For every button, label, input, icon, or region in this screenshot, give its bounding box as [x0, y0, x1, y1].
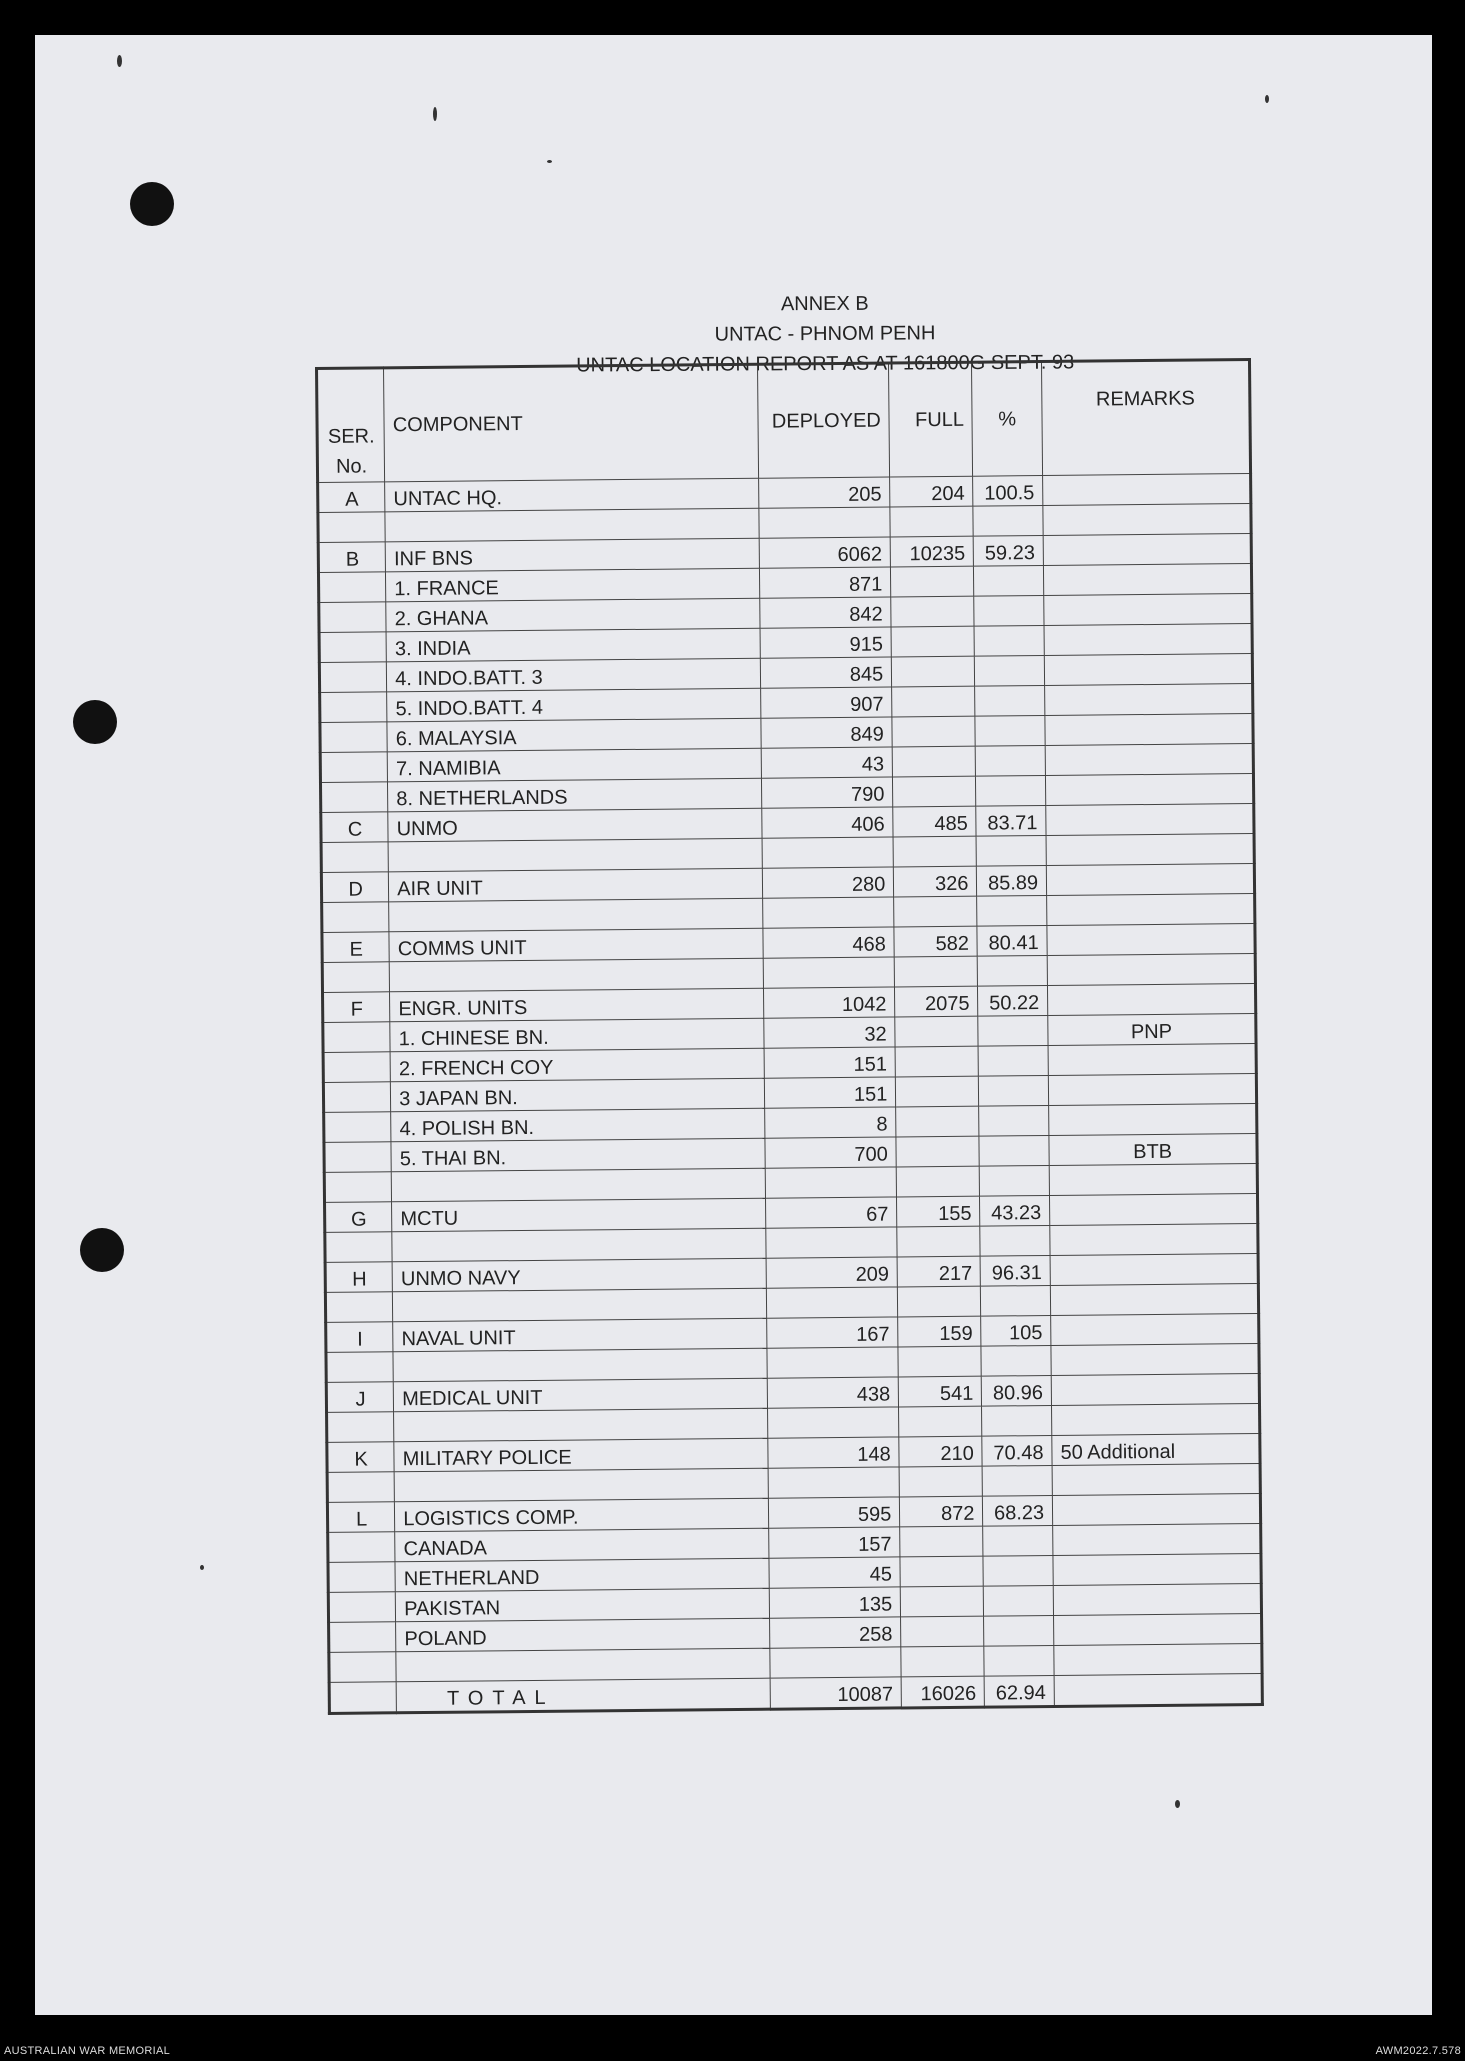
percent-cell — [980, 1225, 1050, 1256]
deployed-cell — [759, 507, 890, 538]
ser-cell — [319, 602, 387, 633]
remarks-cell — [1045, 744, 1253, 776]
component-cell: LOGISTICS COMP. — [395, 1498, 769, 1532]
deployed-cell: 871 — [760, 567, 891, 598]
ser-cell: F — [323, 992, 391, 1023]
full-cell — [898, 1286, 981, 1317]
percent-cell — [973, 506, 1043, 537]
percent-cell — [981, 1285, 1051, 1316]
ser-cell — [323, 1052, 391, 1083]
percent-cell — [983, 1525, 1053, 1556]
deployed-cell: 258 — [770, 1617, 901, 1648]
percent-cell: 80.41 — [977, 925, 1047, 956]
remarks-cell — [1044, 654, 1252, 686]
component-cell: 3. INDIA — [386, 628, 760, 662]
ser-cell: I — [326, 1322, 394, 1353]
full-cell — [900, 1556, 983, 1587]
percent-cell — [978, 1015, 1048, 1046]
remarks-cell — [1052, 1403, 1260, 1435]
percent-cell: 80.96 — [982, 1375, 1052, 1406]
full-cell: 326 — [894, 866, 977, 897]
component-cell — [389, 898, 763, 932]
ser-cell — [324, 1112, 392, 1143]
remarks-cell — [1045, 684, 1253, 716]
remarks-cell — [1052, 1493, 1260, 1525]
paper-speck — [1175, 1800, 1180, 1808]
remarks-cell: BTB — [1049, 1133, 1257, 1165]
ser-cell — [329, 1652, 397, 1683]
deployed-cell: 280 — [763, 867, 894, 898]
remarks-cell — [1043, 534, 1251, 566]
ser-cell: A — [318, 482, 386, 513]
deployed-cell — [763, 897, 894, 928]
annex-title: ANNEX B — [780, 292, 869, 316]
header-component: COMPONENT — [384, 364, 759, 482]
percent-cell — [983, 1555, 1053, 1586]
organization-title: UNTAC - PHNOM PENH — [714, 322, 936, 346]
ser-cell: J — [326, 1382, 394, 1413]
punch-hole-top — [130, 182, 174, 226]
full-cell: 155 — [897, 1196, 980, 1227]
percent-cell — [976, 746, 1046, 777]
component-cell: 6. MALAYSIA — [387, 718, 761, 752]
full-cell — [899, 1466, 982, 1497]
deployed-cell: 43 — [762, 747, 893, 778]
percent-cell — [984, 1585, 1054, 1616]
component-cell: 1. FRANCE — [386, 568, 760, 602]
remarks-cell — [1044, 624, 1252, 656]
deployed-cell: 845 — [761, 657, 892, 688]
header-full: FULL — [889, 362, 973, 477]
percent-cell — [982, 1465, 1052, 1496]
component-cell: 1. CHINESE BN. — [390, 1018, 764, 1052]
percent-cell: 70.48 — [982, 1435, 1052, 1466]
archive-reference: AWM2022.7.578 — [1375, 2045, 1461, 2057]
percent-cell — [982, 1405, 1052, 1436]
component-cell: POLAND — [396, 1618, 770, 1652]
ser-cell: G — [325, 1202, 393, 1233]
deployed-cell: 915 — [760, 627, 891, 658]
ser-cell — [323, 1022, 391, 1053]
percent-cell: 68.23 — [983, 1495, 1053, 1526]
deployed-cell: 700 — [765, 1137, 896, 1168]
deployed-cell — [767, 1347, 898, 1378]
document-page — [35, 35, 1432, 2015]
deployed-cell — [767, 1287, 898, 1318]
deployed-cell — [766, 1227, 897, 1258]
full-cell — [892, 746, 975, 777]
percent-cell: 50.22 — [978, 985, 1048, 1016]
paper-speck — [1265, 95, 1269, 103]
header-ser-no: SER. No. — [317, 368, 385, 483]
full-cell — [895, 1046, 978, 1077]
full-cell — [890, 506, 973, 537]
header-percent: % — [972, 362, 1043, 477]
paper-speck — [433, 107, 437, 121]
component-cell: AIR UNIT — [389, 868, 763, 902]
deployed-cell: 135 — [770, 1587, 901, 1618]
percent-cell — [979, 1135, 1049, 1166]
location-report-table — [315, 358, 1264, 1715]
remarks-cell — [1047, 954, 1255, 986]
component-cell — [396, 1648, 770, 1682]
percent-cell — [974, 596, 1044, 627]
remarks-cell — [1047, 894, 1255, 926]
ser-cell — [323, 1082, 391, 1113]
full-cell: 210 — [899, 1436, 982, 1467]
component-cell — [391, 1168, 765, 1202]
full-cell: 10235 — [890, 536, 973, 567]
remarks-cell — [1051, 1313, 1259, 1345]
ser-cell — [325, 1232, 393, 1263]
component-cell — [392, 1228, 766, 1262]
remarks-cell — [1049, 1163, 1257, 1195]
full-cell — [893, 836, 976, 867]
ser-cell — [322, 962, 390, 993]
full-cell — [894, 896, 977, 927]
component-cell — [389, 958, 763, 992]
header-remarks: REMARKS — [1042, 360, 1251, 476]
remarks-cell — [1048, 1073, 1256, 1105]
component-cell: NETHERLAND — [395, 1558, 769, 1592]
full-cell — [892, 686, 975, 717]
deployed-cell: 438 — [768, 1377, 899, 1408]
percent-cell: 105 — [981, 1315, 1051, 1346]
component-cell: PAKISTAN — [395, 1588, 769, 1622]
deployed-cell: 849 — [761, 717, 892, 748]
component-cell — [393, 1288, 767, 1322]
component-cell — [394, 1408, 768, 1442]
deployed-cell: 151 — [765, 1077, 896, 1108]
component-cell — [393, 1348, 767, 1382]
ser-cell — [328, 1562, 396, 1593]
ser-cell — [319, 632, 387, 663]
percent-cell — [975, 656, 1045, 687]
deployed-cell: 157 — [769, 1527, 900, 1558]
total-percent: 62.94 — [985, 1675, 1055, 1707]
component-cell: 4. INDO.BATT. 3 — [387, 658, 761, 692]
remarks-cell — [1045, 714, 1253, 746]
ser-cell — [321, 842, 389, 873]
paper-speck — [547, 160, 552, 163]
ser-cell — [327, 1472, 395, 1503]
total-ser-cell — [329, 1682, 397, 1714]
remarks-cell — [1049, 1103, 1257, 1135]
punch-hole-middle — [73, 700, 117, 744]
ser-cell — [320, 692, 388, 723]
component-cell: NAVAL UNIT — [393, 1318, 767, 1352]
component-cell: ENGR. UNITS — [390, 988, 764, 1022]
deployed-cell: 6062 — [760, 537, 891, 568]
full-cell: 541 — [898, 1376, 981, 1407]
deployed-cell: 842 — [760, 597, 891, 628]
component-cell: 2. GHANA — [386, 598, 760, 632]
remarks-cell — [1043, 504, 1251, 536]
report-title: UNTAC LOCATION REPORT AS AT 161800G SEPT. 93 — [576, 351, 1075, 377]
component-cell: 2. FRENCH COY — [390, 1048, 764, 1082]
ser-cell — [329, 1622, 397, 1653]
remarks-cell — [1053, 1553, 1261, 1585]
percent-cell: 83.71 — [976, 806, 1046, 837]
total-label: TOTAL — [396, 1678, 770, 1713]
full-cell — [891, 566, 974, 597]
percent-cell — [977, 896, 1047, 927]
component-cell: UNTAC HQ. — [385, 478, 759, 512]
percent-cell — [984, 1645, 1054, 1676]
remarks-cell — [1046, 804, 1254, 836]
ser-cell — [324, 1172, 392, 1203]
component-cell: 4. POLISH BN. — [391, 1108, 765, 1142]
remarks-cell — [1053, 1523, 1261, 1555]
deployed-cell: 907 — [761, 687, 892, 718]
percent-cell: 96.31 — [980, 1255, 1050, 1286]
full-cell: 485 — [893, 806, 976, 837]
paper-speck — [117, 55, 122, 67]
full-cell — [900, 1526, 983, 1557]
paper-speck — [200, 1565, 204, 1570]
deployed-cell: 1042 — [764, 987, 895, 1018]
percent-cell — [980, 1165, 1050, 1196]
deployed-cell: 790 — [762, 777, 893, 808]
component-cell: MEDICAL UNIT — [393, 1378, 767, 1412]
full-cell — [891, 626, 974, 657]
component-cell: UNMO NAVY — [392, 1258, 766, 1292]
component-cell: 3 JAPAN BN. — [391, 1078, 765, 1112]
full-cell: 872 — [900, 1496, 983, 1527]
ser-cell: E — [322, 932, 390, 963]
punch-hole-bottom — [80, 1228, 124, 1272]
remarks-cell — [1044, 594, 1252, 626]
remarks-cell — [1046, 864, 1254, 896]
remarks-cell — [1051, 1343, 1259, 1375]
full-cell — [895, 1016, 978, 1047]
ser-cell — [326, 1352, 394, 1383]
full-cell — [892, 716, 975, 747]
remarks-cell — [1050, 1193, 1258, 1225]
component-cell: 8. NETHERLANDS — [388, 778, 762, 812]
ser-cell — [320, 722, 388, 753]
full-cell — [896, 1166, 979, 1197]
header-deployed: DEPLOYED — [758, 363, 890, 478]
deployed-cell — [762, 837, 893, 868]
full-cell — [901, 1586, 984, 1617]
deployed-cell: 148 — [768, 1437, 899, 1468]
component-cell — [388, 838, 762, 872]
full-cell: 159 — [898, 1316, 981, 1347]
percent-cell — [978, 955, 1048, 986]
component-cell — [394, 1468, 768, 1502]
full-cell — [896, 1106, 979, 1137]
deployed-cell: 209 — [766, 1257, 897, 1288]
component-cell: MCTU — [392, 1198, 766, 1232]
percent-cell — [976, 836, 1046, 867]
remarks-cell — [1047, 924, 1255, 956]
remarks-cell — [1050, 1253, 1258, 1285]
remarks-cell — [1050, 1223, 1258, 1255]
percent-cell: 100.5 — [973, 476, 1043, 507]
remarks-cell — [1054, 1613, 1262, 1645]
percent-cell: 59.23 — [974, 536, 1044, 567]
total-remarks-cell — [1054, 1673, 1262, 1706]
component-cell — [385, 508, 759, 542]
remarks-cell — [1048, 1043, 1256, 1075]
remarks-cell — [1046, 774, 1254, 806]
full-cell: 204 — [890, 476, 973, 507]
deployed-cell: 406 — [762, 807, 893, 838]
deployed-cell — [768, 1467, 899, 1498]
ser-cell: D — [321, 872, 389, 903]
percent-cell — [979, 1075, 1049, 1106]
remarks-cell — [1048, 984, 1256, 1016]
ser-cell — [320, 782, 388, 813]
component-cell: INF BNS — [385, 538, 759, 572]
archive-credit: AUSTRALIAN WAR MEMORIAL — [4, 2045, 171, 2057]
remarks-cell — [1046, 834, 1254, 866]
ser-cell — [318, 572, 386, 603]
percent-cell — [974, 626, 1044, 657]
full-cell: 217 — [897, 1256, 980, 1287]
deployed-cell: 151 — [764, 1047, 895, 1078]
remarks-cell — [1052, 1463, 1260, 1495]
deployed-cell: 45 — [769, 1557, 900, 1588]
full-cell — [891, 596, 974, 627]
deployed-cell: 67 — [766, 1197, 897, 1228]
ser-cell: B — [318, 542, 386, 573]
percent-cell: 43.23 — [980, 1195, 1050, 1226]
percent-cell: 85.89 — [977, 866, 1047, 897]
deployed-cell — [764, 957, 895, 988]
deployed-cell: 32 — [764, 1017, 895, 1048]
full-cell — [901, 1646, 984, 1677]
full-cell — [897, 1226, 980, 1257]
component-cell: COMMS UNIT — [389, 928, 763, 962]
deployed-cell: 595 — [769, 1497, 900, 1528]
ser-cell: C — [321, 812, 389, 843]
remarks-cell — [1044, 564, 1252, 596]
percent-cell — [984, 1615, 1054, 1646]
deployed-cell: 205 — [759, 477, 890, 508]
total-full: 16026 — [901, 1676, 984, 1708]
percent-cell — [981, 1345, 1051, 1376]
component-cell: MILITARY POLICE — [394, 1438, 768, 1472]
full-cell: 2075 — [895, 986, 978, 1017]
table-body — [318, 474, 1262, 1683]
deployed-cell — [770, 1647, 901, 1678]
percent-cell — [975, 686, 1045, 717]
ser-cell: L — [327, 1502, 395, 1533]
full-cell: 582 — [894, 926, 977, 957]
component-cell: 7. NAMIBIA — [387, 748, 761, 782]
table-header-row — [317, 360, 1251, 483]
deployed-cell — [768, 1407, 899, 1438]
ser-cell — [324, 1142, 392, 1173]
ser-cell — [320, 752, 388, 783]
deployed-cell: 8 — [765, 1107, 896, 1138]
component-cell: 5. INDO.BATT. 4 — [387, 688, 761, 722]
full-cell — [898, 1346, 981, 1377]
percent-cell — [978, 1045, 1048, 1076]
full-cell — [896, 1136, 979, 1167]
remarks-cell: PNP — [1048, 1013, 1256, 1045]
percent-cell — [975, 716, 1045, 747]
ser-cell — [319, 662, 387, 693]
component-cell: CANADA — [395, 1528, 769, 1562]
full-cell — [894, 956, 977, 987]
remarks-cell — [1054, 1643, 1262, 1675]
full-cell — [892, 656, 975, 687]
ser-cell — [318, 512, 386, 543]
percent-cell — [974, 566, 1044, 597]
ser-cell: H — [325, 1262, 393, 1293]
deployed-cell: 468 — [763, 927, 894, 958]
deployed-cell: 167 — [767, 1317, 898, 1348]
percent-cell — [979, 1105, 1049, 1136]
component-cell: UNMO — [388, 808, 762, 842]
ser-cell — [328, 1592, 396, 1623]
remarks-cell — [1050, 1283, 1258, 1315]
full-cell — [896, 1076, 979, 1107]
full-cell — [899, 1406, 982, 1437]
ser-cell — [327, 1412, 395, 1443]
full-cell — [901, 1616, 984, 1647]
remarks-cell: 50 Additional — [1052, 1433, 1260, 1465]
remarks-cell — [1043, 474, 1251, 506]
ser-cell — [325, 1292, 393, 1323]
percent-cell — [976, 776, 1046, 807]
total-deployed: 10087 — [770, 1677, 901, 1709]
component-cell: 5. THAI BN. — [391, 1138, 765, 1172]
remarks-cell — [1051, 1373, 1259, 1405]
full-cell — [893, 776, 976, 807]
ser-cell — [322, 902, 390, 933]
deployed-cell — [766, 1167, 897, 1198]
ser-cell — [328, 1532, 396, 1563]
ser-cell: K — [327, 1442, 395, 1473]
remarks-cell — [1053, 1583, 1261, 1615]
